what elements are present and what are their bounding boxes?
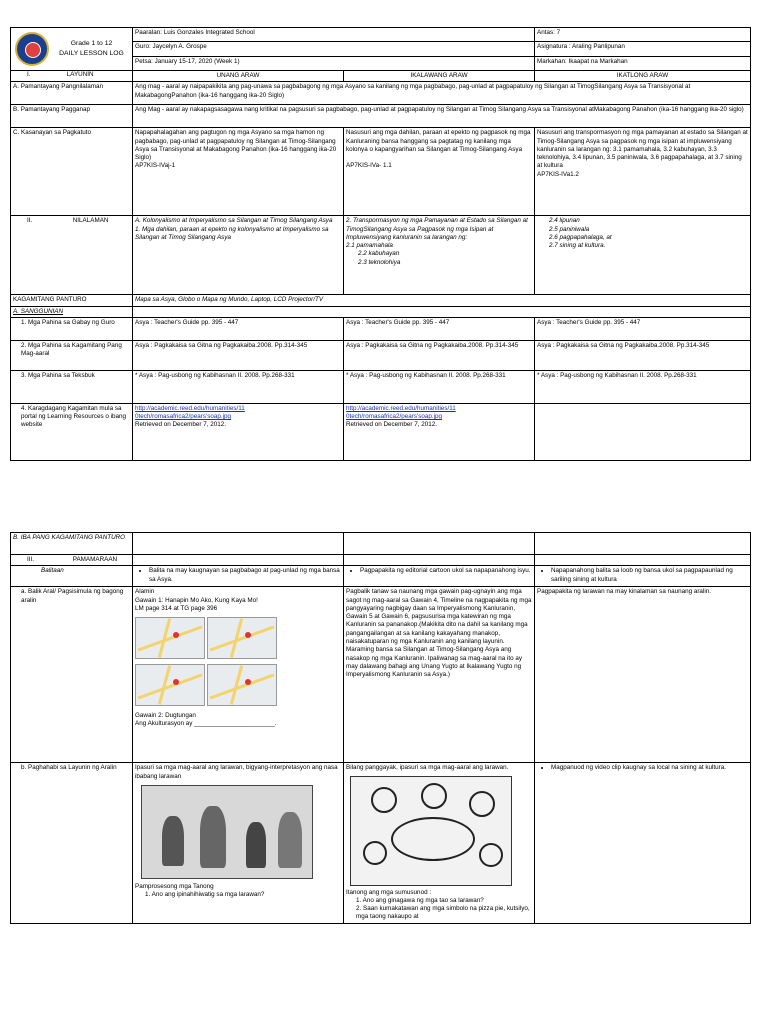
day3-header: IKATLONG ARAW bbox=[535, 71, 751, 82]
gabay-guro-day2: Asya : Teacher's Guide pp. 395 - 447 bbox=[344, 317, 535, 340]
daily-lesson-log-table-1 bbox=[10, 27, 751, 461]
iba-pang-kagamitan-label: B. IBA PANG KAGAMITANG PANTURO bbox=[11, 533, 133, 555]
kagamitang-mag-aaral-day2: Asya : Pagkakaisa sa Gitna ng Pagkakaiba.2008. Pp.314-345 bbox=[344, 340, 535, 370]
teksbuk-day3: * Asya : Pag-usbong ng Kabihasnan II. 2008. Pp.268-331 bbox=[535, 370, 751, 403]
markahan: Markahan: Ikaapat na Markahan bbox=[535, 56, 751, 70]
dll-label: DAILY LESSON LOG bbox=[59, 50, 124, 57]
gabay-guro-label: 1. Mga Pahina sa Gabay ng Guro bbox=[11, 317, 133, 340]
balitaan-day1: • Balita na may kaugnayan sa pagbabago at pag-unlad ng mga bansa sa Asya. bbox=[149, 567, 341, 584]
kagamitang-mag-aaral-day1: Asya : Pagkakaisa sa Gitna ng Pagkakaiba.2008. Pp.314-345 bbox=[133, 340, 344, 370]
teksbuk-day2: * Asya : Pag-usbong ng Kabihasnan II. 2008. Pp.268-331 bbox=[344, 370, 535, 403]
kasanayan-day1: Napapahalagahan ang pagtugon ng mga Asyano sa mga hamon ng pagbabago, pag-unlad at pagpapatuloy ng Silangan at Timog-Silangang Asya sa Transisyonal at Makabagong Panahon (ika-16 hanggang ika-20 Siglo) bbox=[135, 129, 337, 162]
day2-header: IKALAWANG ARAW bbox=[344, 71, 535, 82]
alamin-title: Alamin bbox=[135, 588, 155, 596]
editorial-cartoon-image bbox=[350, 776, 512, 886]
retrieved-day2: Retrieved on December 7, 2012. bbox=[346, 421, 438, 429]
nilalaman-day1-b: 1. Mga dahilan, paraan at epekto ng kolonyalismo at Imperyalismo sa Silangan at Timog Silangang Asya bbox=[135, 225, 329, 241]
kasanayan-day2-code: AP7KIS-IVa- 1.1 bbox=[346, 162, 392, 170]
kagamitang-mag-aaral-day3: Asya : Pagkakaisa sa Gitna ng Pagkakaiba.2008. Pp.314-345 bbox=[535, 340, 751, 370]
grade-label: Grade 1 to 12 bbox=[70, 39, 113, 47]
map-image-2 bbox=[207, 617, 277, 659]
gabay-guro-day3: Asya : Teacher's Guide pp. 395 - 447 bbox=[535, 317, 751, 340]
pamantayang-pagganap-text: Ang Mag - aaral ay nakapagsasagawa nang kritikal na pagsusuri sa pagbabago, pag-unlad at pagpapatuloy ng Silangan at Timog Silangang Asya sa Transisyonal atMakabagong Panahon (ika-16 hanggang ika-20 siglo) bbox=[133, 105, 751, 128]
retrieved-day1: Retrieved on December 7, 2012. bbox=[135, 421, 227, 429]
petsa: Petsa: January 15-17, 2020 (Week 1) bbox=[133, 56, 535, 70]
resource-link-day1[interactable]: http://academic.reed.edu/humanities/11 0tech/romasafrica2/pears'soap.jpg bbox=[135, 404, 245, 421]
gawain2-title: Gawain 2: Dugtungan bbox=[135, 711, 196, 719]
balik-aral-label: a. Balik Aral/ Pagsisimula ng bagong aralin bbox=[11, 587, 133, 763]
antas: Antas: 7 bbox=[535, 28, 751, 42]
itanong-2: 2. Saan kumakatawan ang mga simbolo na pizza pie, kutsilyo, mga taong nakaupo at bbox=[356, 905, 530, 921]
pamprosesong-tanong-1: 1. Ano ang ipinahihiwatig sa mga larawan? bbox=[145, 891, 265, 899]
daily-lesson-log-table-2 bbox=[10, 532, 751, 924]
resource-link-day2[interactable]: http://academic.reed.edu/humanities/11 0tech/romasafrica2/pears'soap.jpg bbox=[346, 404, 456, 421]
paghahabi-day3: • Magpanuod ng video clip kaugnay sa local na sining at kultura. bbox=[551, 764, 748, 772]
gawain1-title: Gawain 1: Hanapin Mo Ako, Kung Kaya Mo! bbox=[135, 596, 258, 604]
nilalaman-day2-b: 2.1 pamamahala bbox=[346, 242, 393, 250]
nilalaman-day2-c: 2.2 kabuhayan bbox=[358, 250, 400, 258]
karagdagang-kagamitan-label: 4. Karagdagang Kagamitan mula sa portal ng Learning Resources o ibang website bbox=[11, 403, 133, 460]
section2-num: II. bbox=[27, 217, 33, 225]
gabay-guro-day1: Asya : Teacher's Guide pp. 395 - 447 bbox=[133, 317, 344, 340]
nilalaman-day3-c: 2.6 pagpapahalaga, at bbox=[549, 233, 612, 241]
header-left-cell bbox=[11, 28, 133, 71]
pamantayang-pagganap-label: B. Pamantayang Pagganap bbox=[11, 105, 133, 128]
akulturasyon-blank: Ang Akulturasyon ay _______________________. bbox=[135, 720, 277, 728]
nilalaman-day3-a: 2.4 lipunan bbox=[549, 217, 580, 225]
balik-aral-day2: Pagbalik tanaw sa naunang mga gawain pag-ugnayin ang mga sagot ng mag-aaral sa Gawain 4, Timeline na nagpapakita ng mga pangyayaring nagbigay daan sa Imperyalismong Kanluranin, Gawain 5 at Gawain 6, pagsusurisa mga katewiran ng mga Kanluranin sa pananakop.(Makikita dito na dahil sa kanilang mga pangangailangan at sa kanilang kakayahang manakop, naisakatuparan ng mga Kanluranin ang kanilang layunin. Maraming bansa sa Silangan at Timog-Silangang Asya ang nasakop ng mga Kanluranin. Ipaliwanag sa mag-aaral na ito ay may dalawang bahagi ang Unang Yugto at Ikalawang Yugto ng Imperyalismong Kanluranin sa Asya.) bbox=[344, 587, 535, 763]
map-image-4 bbox=[207, 664, 277, 706]
nilalaman-day1-a: A. Kolonyalismo at Imperyalismo sa Silangan at Timog Silangang Asya bbox=[135, 217, 333, 225]
teksbuk-label: 3. Mga Pahina sa Teksbuk bbox=[11, 370, 133, 403]
nilalaman-day3-b: 2.5 paniniwala bbox=[549, 225, 590, 233]
teksbuk-day1: * Asya : Pag-usbong ng Kabihasnan II. 2008. Pp.268-331 bbox=[133, 370, 344, 403]
kasanayan-label: C. Kasanayan sa Pagkatuto bbox=[11, 128, 133, 216]
paaralan: Paaralan: Luis Gonzales Integrated School bbox=[133, 28, 535, 42]
nilalaman-day2-d: 2.3 teknolohiya bbox=[358, 258, 401, 266]
map-images bbox=[135, 615, 341, 710]
pamprosesong-tanong-title: Pamprosesong mga Tanong bbox=[135, 882, 214, 890]
kagamitang-mag-aaral-label: 2. Mga Pahina sa Kagamitang Pang Mag-aaral bbox=[11, 340, 133, 370]
section1-num: I. bbox=[27, 71, 31, 78]
guro: Guro: Jaycelyn A. Grospe bbox=[133, 42, 535, 56]
paghahabi-day2-text: Bilang panggayak, ipasuri sa mga mag-aaral ang larawan. bbox=[346, 764, 509, 772]
nilalaman-day2-a: 2. Transpormasyon ng mga Pamayanan at Estado sa Silangan at TimogSilangang Asya sa Pagpasok ng mga Isipan at Impluwensiyang kanluranin sa larangan ng: bbox=[346, 217, 528, 241]
map-image-3 bbox=[135, 664, 205, 706]
asignatura: Asignatura : Araling Panlipunan bbox=[535, 42, 751, 56]
kasanayan-day2: Nasusuri ang mga dahilan, paraan at epekto ng pagpasok ng mga Kanluraning bansa hanggang sa pagtatag ng kanilang mga kolonya o kapangyarihan sa Silangan at Timog-Silangang Asya bbox=[346, 129, 531, 153]
kagamitan-text: Mapa sa Asya, Globo o Mapa ng Mundo, Laptop, LCD Projector/TV bbox=[133, 295, 751, 306]
itanong-title: Itanong ang mga sumusunod : bbox=[346, 888, 432, 896]
kasanayan-day1-code: AP7KIS-IVaj-1 bbox=[135, 162, 176, 170]
paghahabi-label: b. Paghahabi sa Layunin ng Aralin bbox=[11, 763, 133, 923]
sanggunian-label: A. SANGGUNIAN bbox=[11, 306, 133, 317]
balitaan-day3: • Napapanahong balita sa loob ng bansa ukol sa pagpapaunlad ng sariling sining at kultura bbox=[551, 567, 748, 584]
map-image-1 bbox=[135, 617, 205, 659]
itanong-1: 1. Ano ang ginagawa ng mga tao sa larawan? bbox=[356, 896, 484, 904]
paghahabi-day1-text: Ipasuri sa mga mag-aaral ang larawan, bigyang-interpretasyon ang nasa ibabang larawan bbox=[135, 764, 338, 780]
nilalaman-day3-d: 2.7 sining at kultura. bbox=[549, 242, 606, 250]
pamantayang-pangnilalaman-text: Ang mag - aaral ay naipapakikita ang pag-unawa sa pagbabagong ng mga Asyano sa kanilang ng mga pagbabago, pag-unlad at pagpapatuloy ng Silangan at TimogSilangang Asya sa Transisyonal at MakabagongPanahon (ika-16 hanggang ika-20 Siglo) bbox=[133, 82, 751, 105]
lm-page: LM page 314 at TG page 396 bbox=[135, 604, 218, 612]
balitaan-label: Balitaan bbox=[11, 566, 133, 587]
section3-num: III. bbox=[27, 556, 34, 563]
deped-seal-icon bbox=[15, 32, 49, 66]
pamantayang-pangnilalaman-label: A. Pamantayang Pangnilalaman bbox=[11, 82, 133, 105]
balitaan-day2: • Pagpapakita ng editorial cartoon ukol sa napapanahong isyu. bbox=[360, 567, 532, 575]
kagamitan-label: KAGAMITANG PANTURO bbox=[11, 295, 133, 306]
section2-title: NILALAMAN bbox=[72, 217, 109, 225]
balik-aral-day3: Pagpapakita ng larawan na may kinalaman sa naunang aralin. bbox=[535, 587, 751, 763]
kasanayan-day3: Nasusuri ang transpormasyon ng mga pamayanan at estado sa Silangan at Timog-Silangang Asya sa pagpasok ng mga isipan at impluwensiyang kanluranin sa larangan ng: 3.1 pamamahala, 3.2 kabuhayan, 3.3 teknolohiya, 3.4 lipunan, 3.5 paniniwala, 3.6 pagpapahalaga, at 3.7 sining at kultura bbox=[537, 129, 748, 170]
kasanayan-day3-code: AP7KIS-IVa1.2 bbox=[537, 170, 579, 178]
section1-title: LAYUNIN bbox=[66, 71, 94, 78]
section3-title: PAMAMARAAN bbox=[72, 556, 118, 563]
day1-header: UNANG ARAW bbox=[133, 71, 344, 82]
historical-painting-image bbox=[141, 785, 313, 879]
